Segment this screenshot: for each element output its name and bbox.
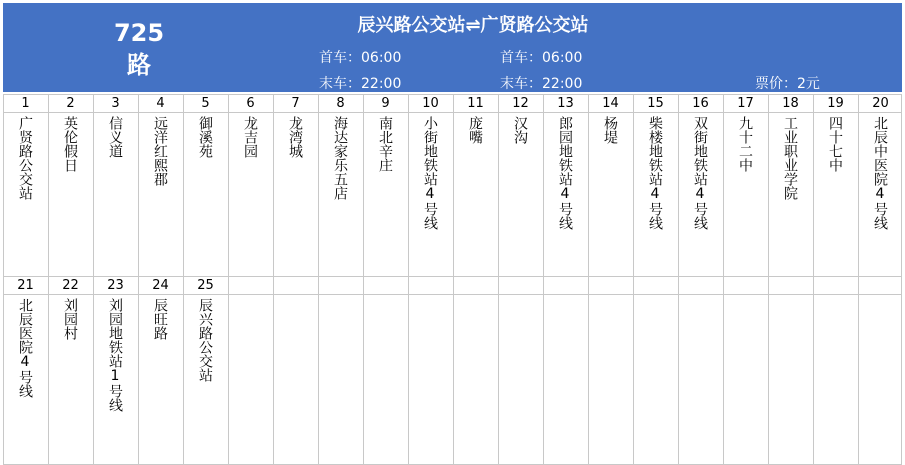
fare-label: 票价：2元 [755, 76, 820, 92]
stop-number: 16 [692, 96, 709, 111]
grid-column-line [813, 94, 814, 465]
grid-column-line [273, 94, 274, 465]
stop-name: 英伦假日 [62, 116, 78, 172]
grid-column-line [633, 94, 634, 465]
stop-name: 九十二中 [737, 116, 753, 172]
stop-name: 小街地铁站4号线 [422, 116, 438, 230]
stop-name: 庞嘴 [467, 116, 483, 144]
stop-name: 汉沟 [512, 116, 528, 144]
grid-column-line [318, 94, 319, 465]
stop-name: 四十七中 [827, 116, 843, 172]
stop-name: 刘园地铁站1号线 [107, 298, 123, 412]
stop-name: 御溪苑 [197, 116, 213, 158]
grid-column-line [768, 94, 769, 465]
stop-number: 6 [246, 96, 255, 111]
stop-name: 工业职业学院 [782, 116, 798, 200]
grid-column-line [858, 94, 859, 465]
stop-number: 4 [156, 96, 165, 111]
stop-number: 13 [557, 96, 574, 111]
stop-number: 5 [201, 96, 210, 111]
right-first-bus: 首车：06:00 [500, 50, 583, 66]
stop-number: 22 [62, 278, 79, 293]
stop-name: 远洋红熙郡 [152, 116, 168, 186]
stop-number: 3 [111, 96, 120, 111]
stop-name: 北辰医院4号线 [17, 298, 33, 398]
stop-name: 北辰中医院4号线 [872, 116, 888, 230]
grid-column-line [408, 94, 409, 465]
stop-number: 9 [381, 96, 390, 111]
stop-name: 辰旺路 [152, 298, 168, 340]
stop-number: 14 [602, 96, 619, 111]
stop-name: 海达家乐五店 [332, 116, 348, 200]
grid-row-line [3, 112, 902, 113]
right-last-bus: 末车：22:00 [500, 76, 583, 92]
stop-number: 17 [737, 96, 754, 111]
stop-name: 龙吉园 [242, 116, 258, 158]
stop-name: 龙湾城 [287, 116, 303, 158]
grid-column-line [588, 94, 589, 465]
grid-row-line [3, 294, 902, 295]
route-header [3, 3, 902, 92]
grid-column-line [723, 94, 724, 465]
stop-number: 2 [66, 96, 75, 111]
stop-name: 柴楼地铁站4号线 [647, 116, 663, 230]
left-first-bus: 首车：06:00 [319, 50, 402, 66]
stop-name: 双街地铁站4号线 [692, 116, 708, 230]
route-direction-title: 辰兴路公交站⇌广贤路公交站 [357, 15, 589, 36]
stop-name: 刘园村 [62, 298, 78, 340]
stops-table [3, 94, 902, 465]
grid-column-line [498, 94, 499, 465]
stop-number: 21 [17, 278, 34, 293]
stop-number: 12 [512, 96, 529, 111]
stop-name: 信义道 [107, 116, 123, 158]
grid-column-line [543, 94, 544, 465]
grid-row-line [3, 94, 902, 95]
grid-column-line [363, 94, 364, 465]
route-number: 725 [113, 19, 165, 47]
stop-number: 24 [152, 278, 169, 293]
stop-number: 10 [422, 96, 439, 111]
grid-column-line [453, 94, 454, 465]
stop-name: 南北辛庄 [377, 116, 393, 172]
stop-number: 7 [291, 96, 300, 111]
grid-column-line [901, 94, 902, 465]
stop-number: 18 [782, 96, 799, 111]
stop-number: 20 [872, 96, 889, 111]
stop-number: 8 [336, 96, 345, 111]
stop-name: 郎园地铁站4号线 [557, 116, 573, 230]
grid-column-line [678, 94, 679, 465]
stop-number: 1 [21, 96, 30, 111]
left-last-bus: 末车：22:00 [319, 76, 402, 92]
stop-number: 15 [647, 96, 664, 111]
stop-name: 杨堤 [602, 116, 618, 144]
stop-name: 辰兴路公交站 [197, 298, 213, 382]
grid-column-line [228, 94, 229, 465]
stop-name: 广贤路公交站 [17, 116, 33, 200]
grid-row-line [3, 276, 902, 277]
stop-number: 19 [827, 96, 844, 111]
route-unit: 路 [127, 51, 151, 79]
stop-number: 25 [197, 278, 214, 293]
route-number-block [103, 17, 175, 81]
stop-number: 23 [107, 278, 124, 293]
stop-number: 11 [467, 96, 484, 111]
